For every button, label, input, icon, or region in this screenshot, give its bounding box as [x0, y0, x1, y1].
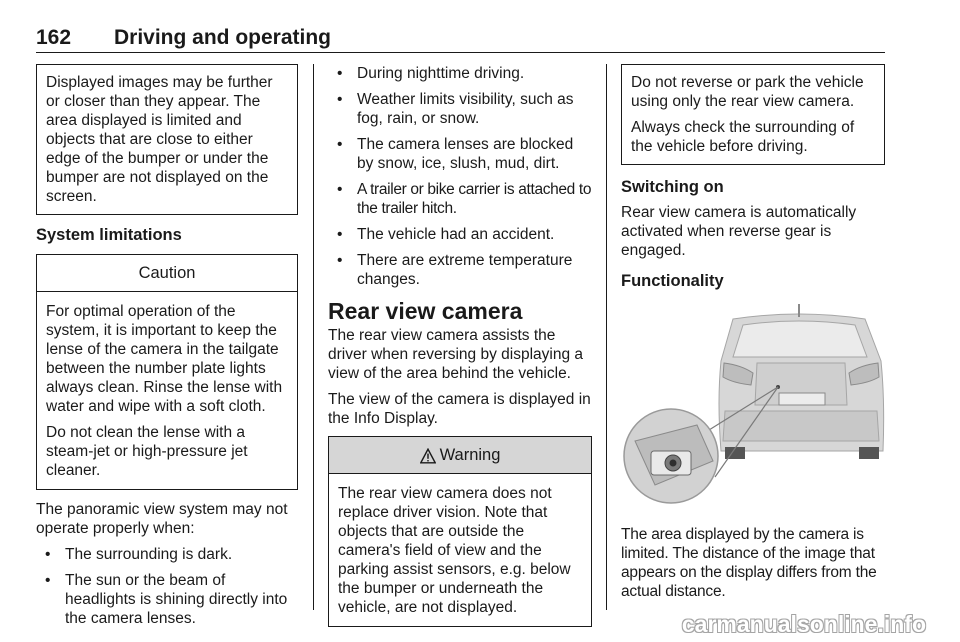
- list-item: • During nighttime driving.: [328, 64, 592, 83]
- page-header: [36, 26, 885, 53]
- column-divider-right: [606, 64, 607, 610]
- caution-title: Caution: [37, 255, 297, 292]
- warning-box: [328, 436, 592, 627]
- warning-text: The rear view camera does not replace driver vision. Note that objects that are outside the camera's field of view and the parking assist sensors, e.g. below the bumper or underneath the vehicle, are not displayed.: [338, 485, 571, 616]
- warning-body: [329, 474, 591, 626]
- list-item: • The camera lenses are blocked by snow, ice, slush, mud, dirt.: [328, 135, 592, 173]
- caution-body: [37, 292, 297, 489]
- list-item: • Weather limits visibility, such as fog, rain, or snow.: [328, 90, 592, 128]
- functionality-text: The area displayed by the camera is limited. The distance of the image that appears on the display differs from the actual distance.: [621, 526, 877, 600]
- reverse-notice-box: [621, 64, 885, 165]
- watermark: carmanualsonline.info: [681, 611, 926, 637]
- switching-on-text: Rear view camera is automatically activated when reverse gear is engaged.: [621, 204, 857, 259]
- warning-header: [329, 437, 591, 474]
- page-number: 162: [36, 26, 72, 49]
- section-title: Driving and operating: [114, 26, 332, 49]
- conditions-list-1: [36, 545, 298, 628]
- list-item: • A trailer or bike carrier is attached to the trailer hitch.: [328, 180, 592, 218]
- conditions-list-2: [328, 64, 592, 289]
- warning-title: Warning: [439, 446, 501, 464]
- panoramic-intro: The panoramic view system may not operate properly when:: [36, 501, 288, 537]
- column-middle: [328, 64, 592, 627]
- notice-text: Displayed images may be further or closer than they appear. The area displayed is limited and objects that are close to either edge of the bumper or under the bumper are not displayed on the screen.: [46, 74, 273, 205]
- switching-on-heading: Switching on: [621, 178, 724, 196]
- list-item: • The vehicle had an accident.: [328, 225, 592, 244]
- camera-paragraph-1: The rear view camera assists the driver when reversing by displaying a view of the area behind the vehicle.: [328, 327, 584, 382]
- rear-view-camera-heading: Rear view camera: [328, 298, 523, 324]
- camera-paragraph-2: The view of the camera is displayed in the Info Display.: [328, 391, 591, 427]
- rear-camera-illustration: [621, 301, 885, 513]
- column-left: [36, 64, 298, 635]
- list-item: • The sun or the beam of headlights is shining directly into the camera lenses.: [36, 571, 298, 628]
- column-right: [621, 64, 885, 601]
- reverse-notice-paragraph-1: Do not reverse or park the vehicle using only the rear view camera.: [631, 74, 864, 110]
- notice-box: [36, 64, 298, 215]
- list-item: • There are extreme temperature changes.: [328, 251, 592, 289]
- functionality-heading: Functionality: [621, 272, 724, 290]
- reverse-notice-paragraph-2: Always check the surrounding of the vehicle before driving.: [631, 119, 855, 155]
- system-limitations-heading: System limitations: [36, 226, 182, 244]
- list-item: • The surrounding is dark.: [36, 545, 298, 564]
- column-divider-left: [313, 64, 314, 610]
- caution-paragraph-1: For optimal operation of the system, it is important to keep the lense of the camera in the tailgate between the number plate lights always clean. Rinse the lense with water and wipe with a soft cloth.: [46, 303, 283, 415]
- caution-paragraph-2: Do not clean the lense with a steam-jet or high-pressure jet cleaner.: [46, 424, 248, 479]
- caution-box: [36, 254, 298, 490]
- warning-triangle-icon: [420, 448, 436, 464]
